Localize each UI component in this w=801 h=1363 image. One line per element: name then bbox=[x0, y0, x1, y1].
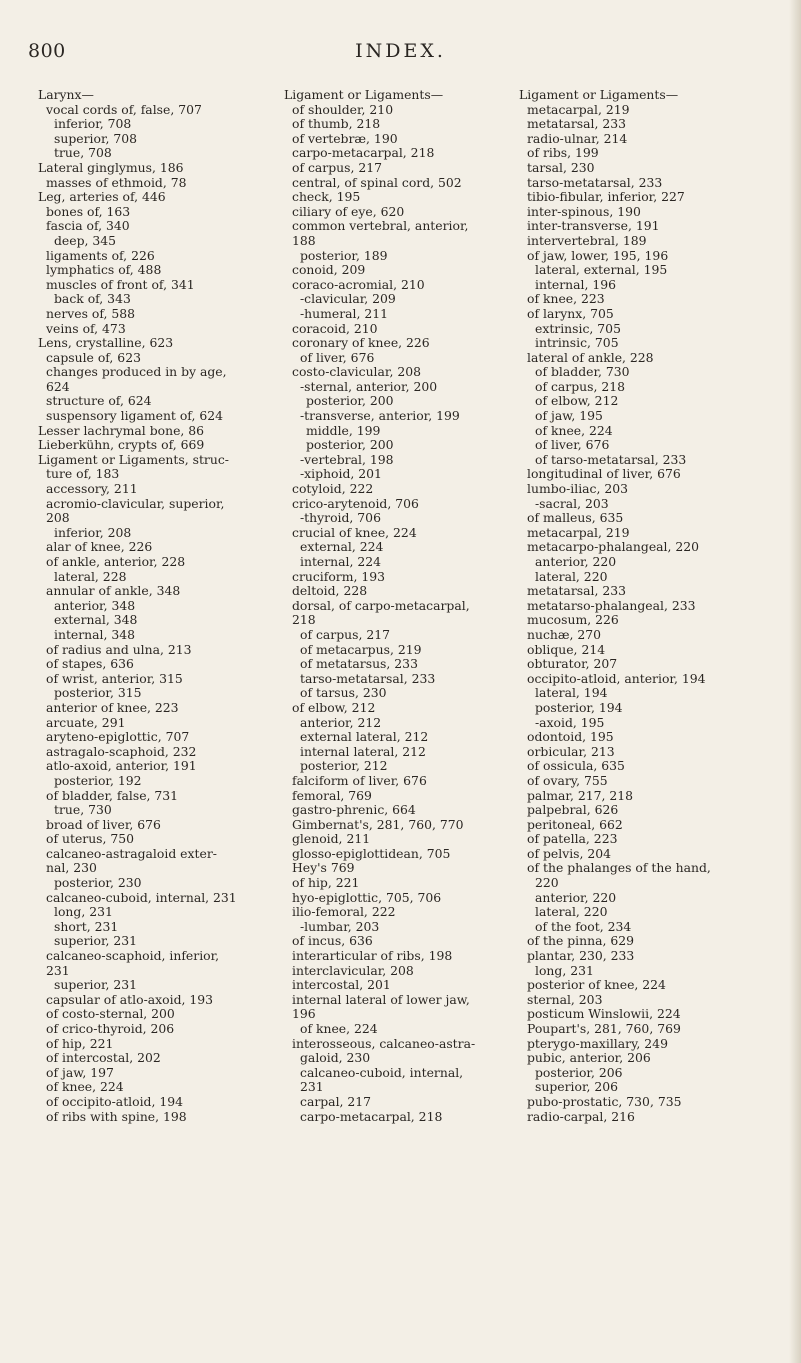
index-entry: intrinsic, 705 bbox=[535, 336, 619, 351]
index-entry: of ossicula, 635 bbox=[527, 759, 625, 774]
index-entry: aryteno-epiglottic, 707 bbox=[46, 730, 190, 745]
index-entry: nal, 230 bbox=[46, 861, 97, 876]
index-entry: of carpus, 218 bbox=[535, 379, 626, 394]
index-entry: Lesser lachrymal bone, 86 bbox=[38, 423, 205, 438]
index-entry: -axoid, 195 bbox=[535, 715, 605, 730]
index-entry: extrinsic, 705 bbox=[535, 321, 621, 336]
index-column-1 bbox=[38, 88, 278, 1124]
index-entry: lateral, 228 bbox=[54, 569, 127, 584]
index-entry: changes produced in by age, bbox=[46, 365, 227, 380]
index-entry: fascia of, 340 bbox=[46, 219, 130, 234]
index-entry: capsule of, 623 bbox=[46, 350, 141, 365]
index-entry: of knee, 224 bbox=[46, 1080, 124, 1095]
index-entry: accessory, 211 bbox=[46, 482, 138, 497]
index-entry: occipito-atloid, anterior, 194 bbox=[527, 671, 706, 686]
index-entry: of metacarpus, 219 bbox=[300, 642, 422, 657]
index-entry: ilio-femoral, 222 bbox=[292, 905, 396, 920]
index-entry: pubic, anterior, 206 bbox=[527, 1051, 651, 1066]
index-entry: anterior, 220 bbox=[535, 555, 617, 569]
index-entry: bones of, 163 bbox=[46, 204, 131, 219]
index-entry: tarso-metatarsal, 233 bbox=[527, 175, 663, 190]
index-entry: calcaneo-cuboid, internal, bbox=[300, 1065, 464, 1080]
index-entry: superior, 231 bbox=[54, 978, 138, 993]
index-entry: pubo-prostatic, 730, 735 bbox=[527, 1094, 682, 1109]
index-entry: dorsal, of carpo-metacarpal, bbox=[292, 598, 470, 613]
index-entry: -sternal, anterior, 200 bbox=[300, 379, 438, 394]
index-entry: of uterus, 750 bbox=[46, 832, 135, 847]
index-entry: of crico-thyroid, 206 bbox=[46, 1022, 175, 1036]
index-columns bbox=[38, 88, 788, 1348]
index-entry: metacarpal, 219 bbox=[527, 102, 630, 117]
index-entry: hyo-epiglottic, 705, 706 bbox=[292, 890, 442, 905]
index-entry: 231 bbox=[46, 963, 70, 978]
index-entry: lateral, 220 bbox=[535, 905, 608, 920]
index-entry: tarsal, 230 bbox=[527, 160, 595, 175]
index-entry: external, 224 bbox=[300, 540, 384, 555]
index-entry: cotyloid, 222 bbox=[292, 482, 374, 497]
index-entry: Larynx— bbox=[38, 88, 94, 102]
index-entry: ciliary of eye, 620 bbox=[292, 204, 405, 219]
index-entry: posterior, 315 bbox=[54, 686, 142, 701]
index-entry: muscles of front of, 341 bbox=[46, 277, 195, 292]
index-entry: metatarso-phalangeal, 233 bbox=[527, 598, 696, 613]
index-entry: superior, 231 bbox=[54, 934, 138, 949]
index-entry: anterior, 212 bbox=[300, 715, 382, 730]
index-entry: of patella, 223 bbox=[527, 832, 618, 847]
index-entry: galoid, 230 bbox=[300, 1051, 371, 1066]
index-entry: of jaw, 197 bbox=[46, 1065, 114, 1080]
index-entry: 208 bbox=[46, 511, 70, 526]
index-entry: carpo-metacarpal, 218 bbox=[300, 1109, 443, 1124]
index-entry: posterior, 192 bbox=[54, 773, 142, 788]
index-entry: lateral of ankle, 228 bbox=[527, 350, 654, 365]
index-entry: internal, 224 bbox=[300, 555, 382, 569]
index-entry: Ligament or Ligaments— bbox=[519, 88, 679, 102]
index-entry: 220 bbox=[535, 876, 559, 891]
index-entry: of ankle, anterior, 228 bbox=[46, 555, 186, 569]
index-entry: of bladder, false, 731 bbox=[46, 788, 179, 803]
index-entry: of costo-sternal, 200 bbox=[46, 1007, 175, 1022]
index-entry: posterior, 200 bbox=[306, 394, 394, 409]
index-entry: of knee, 224 bbox=[300, 1022, 378, 1036]
index-entry: of knee, 224 bbox=[535, 423, 613, 438]
index-entry: internal lateral, 212 bbox=[300, 744, 426, 759]
index-entry: Lateral ginglymus, 186 bbox=[38, 160, 184, 175]
index-entry: nerves of, 588 bbox=[46, 306, 135, 321]
index-entry: of larynx, 705 bbox=[527, 306, 614, 321]
index-entry: of tarso-metatarsal, 233 bbox=[535, 452, 687, 467]
index-entry: Lieberkühn, crypts of, 669 bbox=[38, 438, 205, 453]
index-entry: sternal, 203 bbox=[527, 992, 603, 1007]
index-entry: coraco-acromial, 210 bbox=[292, 277, 425, 292]
index-entry: radio-carpal, 216 bbox=[527, 1109, 635, 1124]
index-entry: of knee, 223 bbox=[527, 292, 605, 307]
index-entry: -thyroid, 706 bbox=[300, 511, 381, 526]
page-header bbox=[0, 40, 801, 76]
index-entry: of incus, 636 bbox=[292, 934, 373, 949]
index-entry: interclavicular, 208 bbox=[292, 963, 414, 978]
index-entry: Ligament or Ligaments, struc- bbox=[38, 452, 229, 467]
index-entry: palmar, 217, 218 bbox=[527, 788, 634, 803]
index-entry: falciform of liver, 676 bbox=[292, 773, 427, 788]
index-entry: middle, 199 bbox=[306, 423, 381, 438]
index-entry: of ribs, 199 bbox=[527, 146, 599, 161]
index-entry: of thumb, 218 bbox=[292, 117, 381, 132]
index-entry: -clavicular, 209 bbox=[300, 292, 396, 307]
index-entry: cruciform, 193 bbox=[292, 569, 385, 584]
index-entry: inferior, 708 bbox=[54, 117, 132, 132]
index-entry: of hip, 221 bbox=[292, 876, 360, 891]
index-entry: 218 bbox=[292, 613, 316, 628]
index-entry: of jaw, 195 bbox=[535, 409, 603, 424]
index-entry: posterior, 206 bbox=[535, 1065, 623, 1080]
index-entry: intercostal, 201 bbox=[292, 978, 391, 993]
index-entry: orbicular, 213 bbox=[527, 744, 615, 759]
index-entry: inter-spinous, 190 bbox=[527, 204, 641, 219]
index-entry: masses of ethmoid, 78 bbox=[46, 175, 187, 190]
index-entry: of liver, 676 bbox=[300, 350, 375, 365]
index-entry: mucosum, 226 bbox=[527, 613, 619, 628]
index-entry: posterior, 194 bbox=[535, 700, 623, 715]
index-entry: tarso-metatarsal, 233 bbox=[300, 671, 436, 686]
index-entry: intervertebral, 189 bbox=[527, 233, 647, 248]
index-entry: pterygo-maxillary, 249 bbox=[527, 1036, 668, 1051]
index-entry: posterior of knee, 224 bbox=[527, 978, 666, 993]
index-entry: interarticular of ribs, 198 bbox=[292, 949, 453, 964]
index-entry: of carpus, 217 bbox=[300, 627, 391, 642]
index-entry: of occipito-atloid, 194 bbox=[46, 1094, 184, 1109]
index-entry: capsular of atlo-axoid, 193 bbox=[46, 992, 214, 1007]
index-entry: calcaneo-cuboid, internal, 231 bbox=[46, 890, 237, 905]
index-entry: Lens, crystalline, 623 bbox=[38, 336, 174, 351]
index-entry: atlo-axoid, anterior, 191 bbox=[46, 759, 197, 774]
index-entry: of elbow, 212 bbox=[535, 394, 619, 409]
index-entry: oblique, 214 bbox=[527, 642, 606, 657]
index-entry: peritoneal, 662 bbox=[527, 817, 623, 832]
index-entry: of bladder, 730 bbox=[535, 365, 630, 380]
index-entry: of carpus, 217 bbox=[292, 160, 383, 175]
page-title: INDEX. bbox=[355, 40, 446, 62]
index-entry: alar of knee, 226 bbox=[46, 540, 153, 555]
index-entry: long, 231 bbox=[535, 963, 594, 978]
index-entry: metacarpo-phalangeal, 220 bbox=[527, 540, 700, 555]
index-entry: 231 bbox=[300, 1080, 324, 1095]
index-entry: glosso-epiglottidean, 705 bbox=[292, 846, 451, 861]
page-edge-shadow bbox=[789, 0, 801, 1363]
index-entry: of radius and ulna, 213 bbox=[46, 642, 192, 657]
index-column-3 bbox=[519, 88, 781, 1124]
index-entry: of liver, 676 bbox=[535, 438, 610, 453]
index-entry: short, 231 bbox=[54, 919, 119, 934]
index-entry: lateral, 220 bbox=[535, 569, 608, 584]
index-entry: 196 bbox=[292, 1007, 316, 1022]
index-entry: arcuate, 291 bbox=[46, 715, 126, 730]
index-entry: Poupart's, 281, 760, 769 bbox=[527, 1022, 681, 1036]
page-number: 800 bbox=[28, 40, 66, 62]
index-entry: posterior, 189 bbox=[300, 248, 388, 263]
index-entry: posticum Winslowii, 224 bbox=[527, 1007, 681, 1022]
index-entry: of vertebræ, 190 bbox=[292, 131, 398, 146]
index-entry: carpo-metacarpal, 218 bbox=[292, 146, 435, 161]
index-entry: -humeral, 211 bbox=[300, 306, 389, 321]
index-entry: deep, 345 bbox=[54, 233, 117, 248]
index-entry: of stapes, 636 bbox=[46, 657, 134, 672]
index-entry: of the pinna, 629 bbox=[527, 934, 634, 949]
index-entry: of metatarsus, 233 bbox=[300, 657, 418, 672]
index-entry: inferior, 208 bbox=[54, 525, 132, 540]
index-column-2 bbox=[284, 88, 514, 1124]
index-entry: anterior of knee, 223 bbox=[46, 700, 179, 715]
index-entry: superior, 206 bbox=[535, 1080, 619, 1095]
index-entry: ligaments of, 226 bbox=[46, 248, 155, 263]
index-entry: conoid, 209 bbox=[292, 263, 366, 278]
index-entry: deltoid, 228 bbox=[292, 584, 368, 599]
index-entry: acromio-clavicular, superior, bbox=[46, 496, 225, 511]
index-entry: ture of, 183 bbox=[46, 467, 120, 482]
index-entry: veins of, 473 bbox=[46, 321, 126, 336]
index-entry: long, 231 bbox=[54, 905, 113, 920]
index-entry: internal, 196 bbox=[535, 277, 617, 292]
index-entry: back of, 343 bbox=[54, 292, 131, 307]
index-entry: suspensory ligament of, 624 bbox=[46, 409, 223, 424]
index-entry: of the foot, 234 bbox=[535, 919, 632, 934]
index-entry: astragalo-scaphoid, 232 bbox=[46, 744, 197, 759]
index-entry: structure of, 624 bbox=[46, 394, 152, 409]
index-entry: anterior, 348 bbox=[54, 598, 136, 613]
index-entry: of ribs with spine, 198 bbox=[46, 1109, 187, 1124]
index-entry: metacarpal, 219 bbox=[527, 525, 630, 540]
index-entry: common vertebral, anterior, bbox=[292, 219, 469, 234]
index-entry: obturator, 207 bbox=[527, 657, 618, 672]
index-entry: Leg, arteries of, 446 bbox=[38, 190, 166, 205]
index-entry: posterior, 200 bbox=[306, 438, 394, 453]
index-entry: of pelvis, 204 bbox=[527, 846, 612, 861]
index-entry: of ovary, 755 bbox=[527, 773, 608, 788]
index-entry: of malleus, 635 bbox=[527, 511, 624, 526]
index-entry: lymphatics of, 488 bbox=[46, 263, 162, 278]
index-entry: costo-clavicular, 208 bbox=[292, 365, 421, 380]
index-entry: coracoid, 210 bbox=[292, 321, 378, 336]
index-entry: interosseous, calcaneo-astra- bbox=[292, 1036, 476, 1051]
index-entry: inter-transverse, 191 bbox=[527, 219, 660, 234]
index-entry: Ligament or Ligaments— bbox=[284, 88, 444, 102]
index-entry: of jaw, lower, 195, 196 bbox=[527, 248, 669, 263]
index-entry: of intercostal, 202 bbox=[46, 1051, 161, 1066]
index-entry: broad of liver, 676 bbox=[46, 817, 161, 832]
index-entry: metatarsal, 233 bbox=[527, 584, 626, 599]
index-entry: -sacral, 203 bbox=[535, 496, 609, 511]
index-entry: of the phalanges of the hand, bbox=[527, 861, 711, 876]
index-entry: -lumbar, 203 bbox=[300, 919, 380, 934]
index-entry: femoral, 769 bbox=[292, 788, 372, 803]
index-entry: anterior, 220 bbox=[535, 890, 617, 905]
index-entry: external lateral, 212 bbox=[300, 730, 429, 745]
index-entry: crico-arytenoid, 706 bbox=[292, 496, 419, 511]
index-entry: check, 195 bbox=[292, 190, 361, 205]
index-entry: true, 708 bbox=[54, 146, 112, 161]
index-entry: lumbo-iliac, 203 bbox=[527, 482, 629, 497]
index-entry: of shoulder, 210 bbox=[292, 102, 394, 117]
index-entry: glenoid, 211 bbox=[292, 832, 371, 847]
index-entry: calcaneo-astragaloid exter- bbox=[46, 846, 217, 861]
index-entry: radio-ulnar, 214 bbox=[527, 131, 628, 146]
index-entry: lateral, external, 195 bbox=[535, 263, 668, 278]
index-entry: metatarsal, 233 bbox=[527, 117, 626, 132]
index-entry: -vertebral, 198 bbox=[300, 452, 394, 467]
index-entry: posterior, 212 bbox=[300, 759, 388, 774]
index-entry: of tarsus, 230 bbox=[300, 686, 387, 701]
index-entry: gastro-phrenic, 664 bbox=[292, 803, 416, 818]
index-entry: posterior, 230 bbox=[54, 876, 142, 891]
index-entry: -xiphoid, 201 bbox=[300, 467, 382, 482]
index-entry: of hip, 221 bbox=[46, 1036, 114, 1051]
index-entry: plantar, 230, 233 bbox=[527, 949, 635, 964]
index-entry: palpebral, 626 bbox=[527, 803, 619, 818]
index-entry: true, 730 bbox=[54, 803, 112, 818]
index-entry: crucial of knee, 224 bbox=[292, 525, 417, 540]
index-entry: tibio-fibular, inferior, 227 bbox=[527, 190, 685, 205]
index-entry: of wrist, anterior, 315 bbox=[46, 671, 183, 686]
index-entry: -transverse, anterior, 199 bbox=[300, 409, 460, 424]
index-entry: nuchæ, 270 bbox=[527, 627, 602, 642]
index-entry: carpal, 217 bbox=[300, 1094, 372, 1109]
index-entry: Hey's 769 bbox=[292, 861, 355, 876]
index-entry: annular of ankle, 348 bbox=[46, 584, 181, 599]
index-entry: 188 bbox=[292, 233, 316, 248]
index-entry: internal, 348 bbox=[54, 627, 136, 642]
index-entry: Gimbernat's, 281, 760, 770 bbox=[292, 817, 464, 832]
index-entry: external, 348 bbox=[54, 613, 138, 628]
index-entry: longitudinal of liver, 676 bbox=[527, 467, 681, 482]
index-entry: 624 bbox=[46, 379, 70, 394]
index-entry: lateral, 194 bbox=[535, 686, 608, 701]
index-entry: of elbow, 212 bbox=[292, 700, 376, 715]
index-entry: odontoid, 195 bbox=[527, 730, 614, 745]
index-entry: internal lateral of lower jaw, bbox=[292, 992, 470, 1007]
index-entry: vocal cords of, false, 707 bbox=[46, 102, 202, 117]
index-entry: coronary of knee, 226 bbox=[292, 336, 430, 351]
index-entry: calcaneo-scaphoid, inferior, bbox=[46, 949, 220, 964]
index-entry: central, of spinal cord, 502 bbox=[292, 175, 462, 190]
index-entry: superior, 708 bbox=[54, 131, 138, 146]
